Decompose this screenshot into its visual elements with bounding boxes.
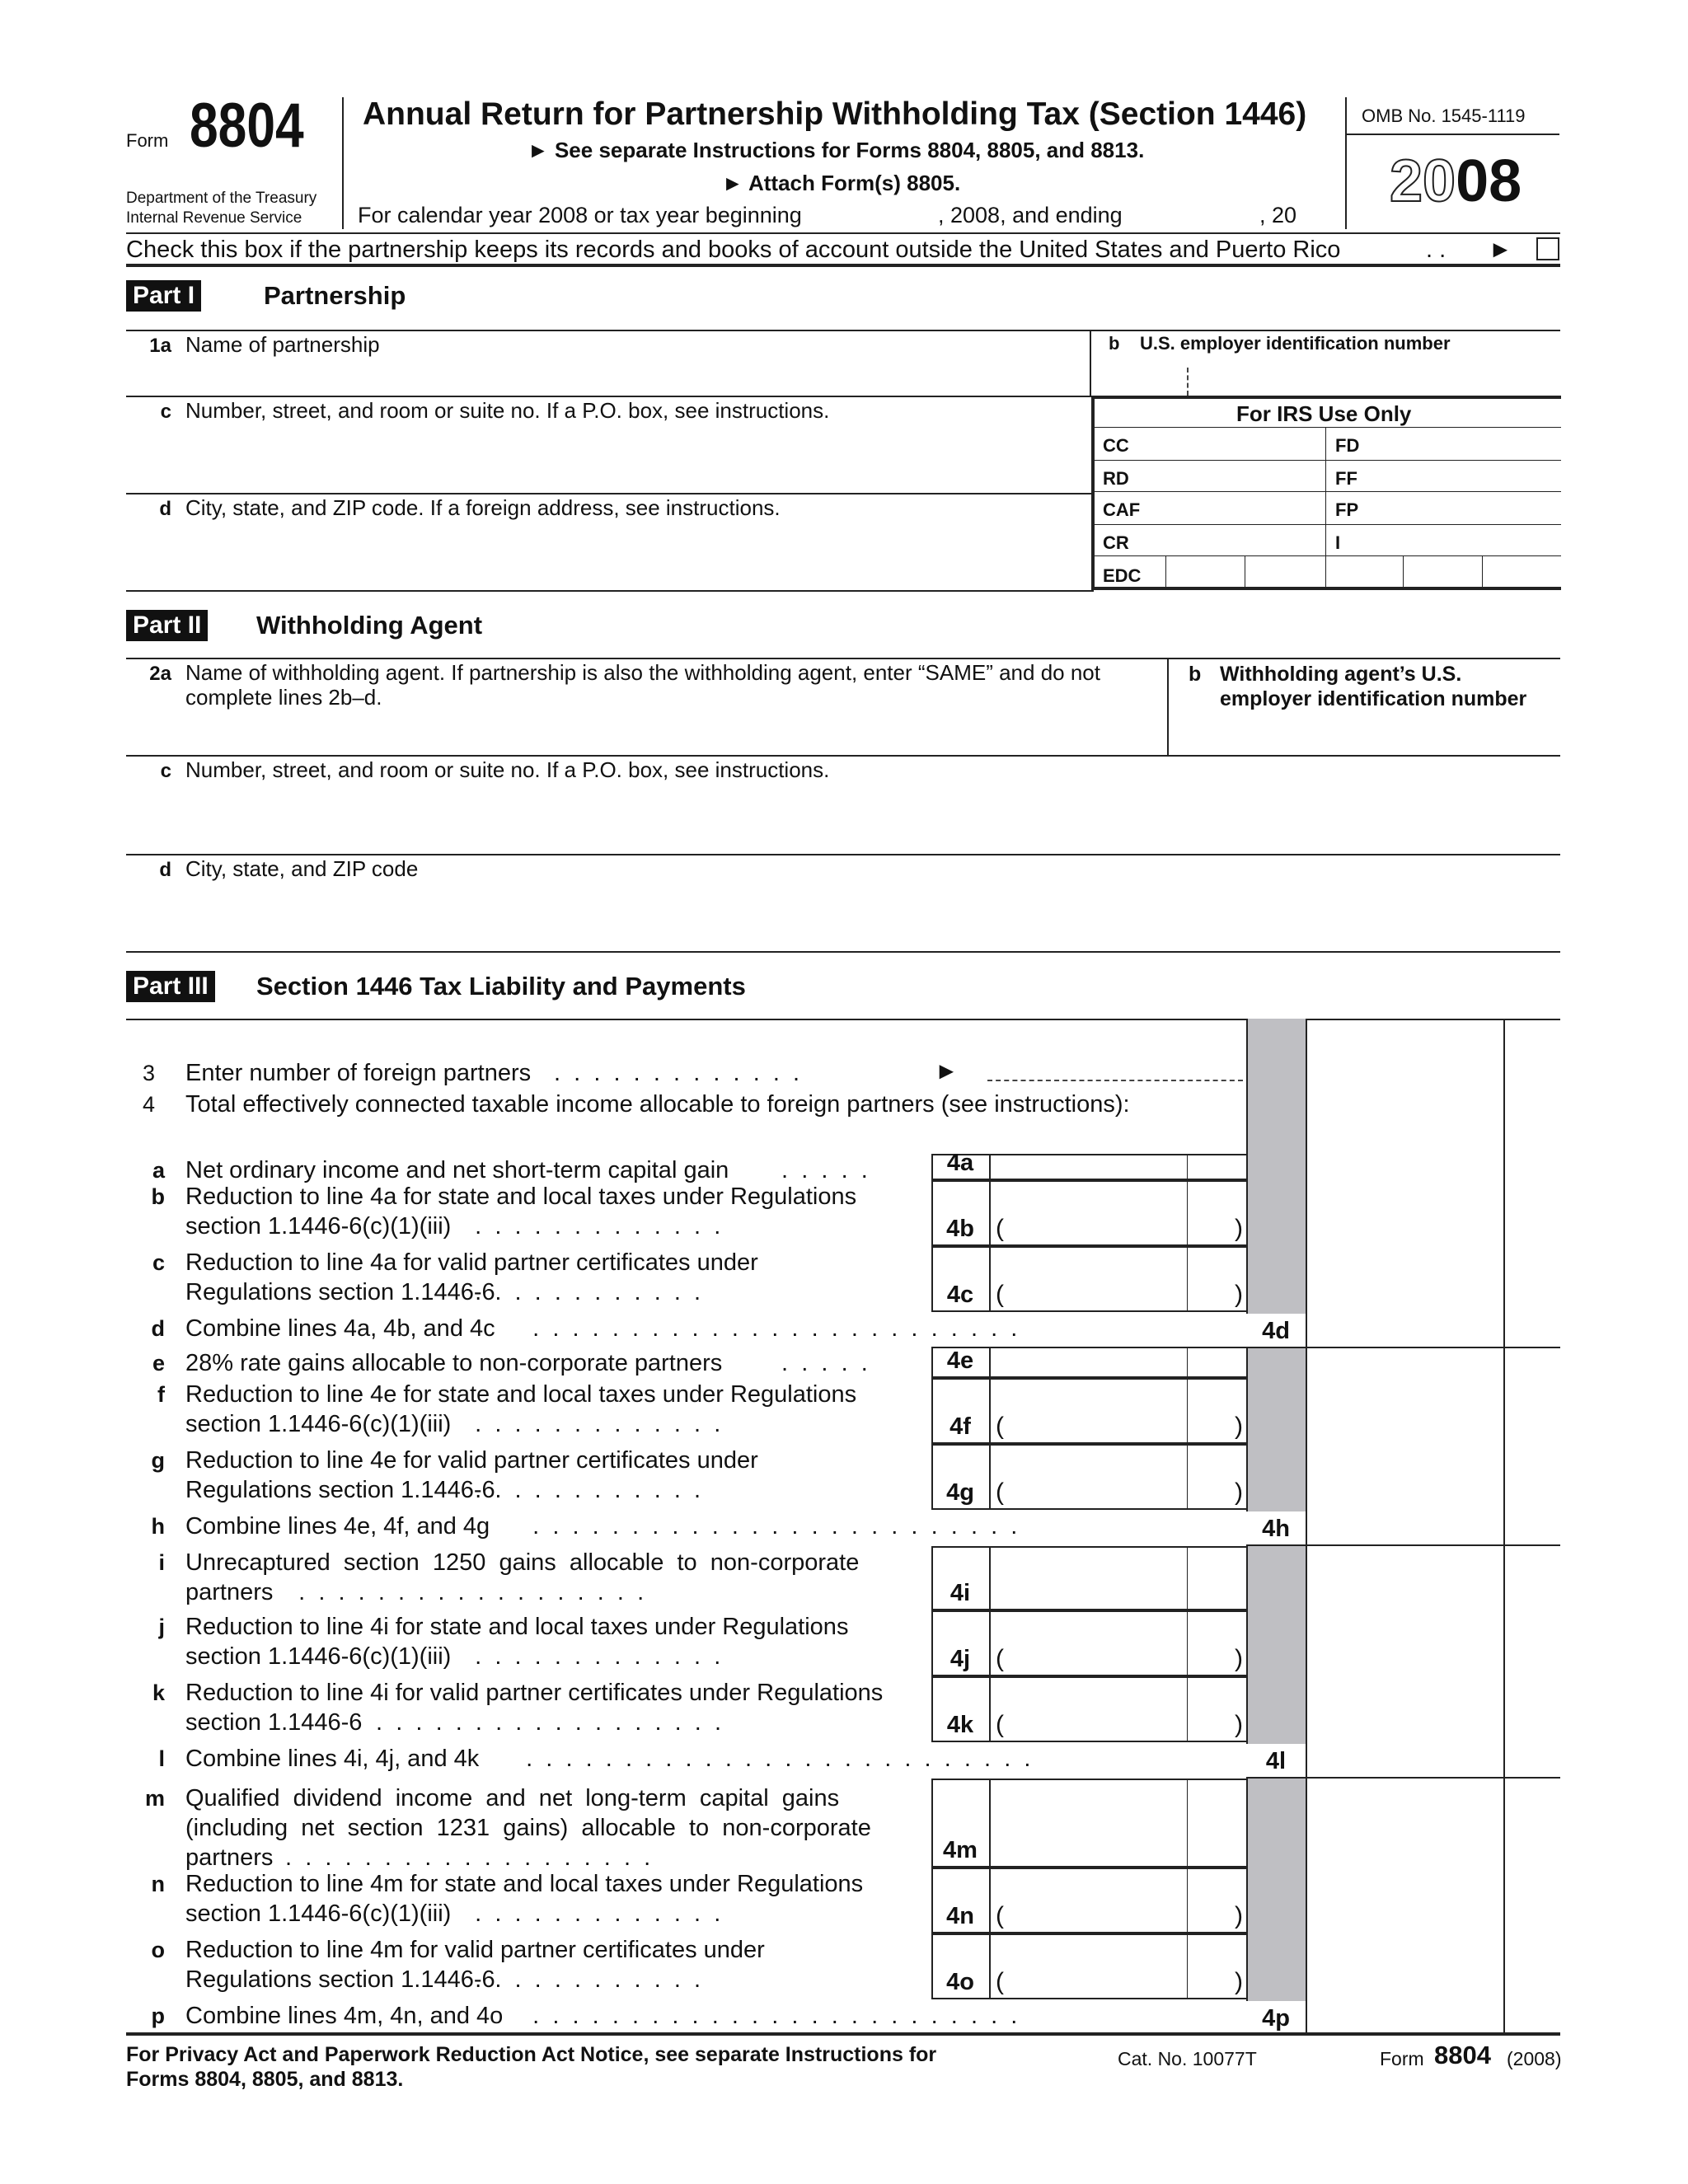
line-4g-box-divider	[989, 1444, 991, 1510]
calendar-year-text: For calendar year 2008 or tax year beginning	[358, 203, 802, 227]
line-4p-dots: . . . . . . . . . . . . . . . . . . . . . . . . .	[513, 2003, 1018, 2029]
line-1b-number: b	[1109, 333, 1120, 354]
irs-row-rule-5	[1095, 555, 1561, 556]
part3-top-rule	[126, 951, 1560, 953]
part3-header-rule	[126, 1019, 1560, 1020]
line-4i-letter: i	[158, 1550, 165, 1575]
line-4n-box-label: 4n	[946, 1903, 974, 1929]
line-4g-letter: g	[151, 1448, 165, 1473]
line-4a-amount-input[interactable]	[992, 1157, 1243, 1177]
line-4j-text: Reduction to line 4i for state and local taxes under Regulations	[185, 1614, 849, 1640]
line-4o-text-cont: Regulations section 1.1446-6	[185, 1966, 495, 1993]
form-label: Form	[126, 130, 169, 151]
line-4k-text-cont: section 1.1446-6	[185, 1709, 363, 1736]
line-4m-box-label: 4m	[943, 1837, 978, 1863]
part1-title: Partnership	[264, 281, 406, 310]
line-2b-label-cont: employer identification number	[1220, 687, 1527, 710]
instructions-note: ► See separate Instructions for Forms 8804, 8805, and 8813.	[528, 138, 1145, 162]
line-4n-letter: n	[151, 1872, 165, 1896]
omb-number: OMB No. 1545-1119	[1362, 105, 1526, 126]
line-3-label: Enter number of foreign partners	[185, 1060, 532, 1086]
line-4g-amount-input[interactable]	[992, 1447, 1243, 1507]
irs-i-label: I	[1335, 532, 1341, 553]
column-rule-amount	[1306, 1019, 1307, 2034]
line-1b-divider	[1090, 330, 1091, 396]
line-4f-open-paren: (	[996, 1413, 1004, 1440]
foreign-records-text: Check this box if the partnership keeps its records and books of account outside the United States and Puerto Rico	[126, 237, 1341, 263]
irs-label: Internal Revenue Service	[126, 209, 302, 227]
line-2d-number: d	[159, 859, 171, 881]
line-4h-letter: h	[151, 1514, 165, 1539]
line-4n-close-paren: )	[1235, 1902, 1243, 1929]
line-4d-box-label: 4d	[1262, 1318, 1290, 1344]
line-4n-amount-input[interactable]	[992, 1871, 1243, 1930]
line-4o-box-label: 4o	[946, 1969, 974, 1995]
line-4b-close-paren: )	[1235, 1215, 1243, 1242]
header-divider-left	[342, 97, 344, 229]
line-1c-number: c	[160, 401, 171, 423]
line-4m-dots: . . . . . . . . . . . . . . . . . . .	[279, 1844, 651, 1871]
line-2a-number: 2a	[149, 663, 171, 685]
line-4a-dots: . . . . .	[775, 1157, 868, 1183]
line-4f-letter: f	[157, 1382, 165, 1407]
tax-year-outline: 20	[1390, 148, 1456, 214]
line-4b-open-paren: (	[996, 1215, 1004, 1242]
line-4n-open-paren: (	[996, 1902, 1004, 1929]
line-4k-close-paren: )	[1235, 1711, 1243, 1738]
irs-edc-label: EDC	[1103, 565, 1142, 586]
part1-bottom-rule	[126, 590, 1094, 592]
line-4b-box-label: 4b	[946, 1216, 974, 1242]
line-4g-text-cont: Regulations section 1.1446-6	[185, 1477, 495, 1503]
irs-use-only-title: For IRS Use Only	[1236, 401, 1412, 426]
line-4i-box-label: 4i	[950, 1580, 971, 1606]
line-4e-text: 28% rate gains allocable to non-corporate partners	[185, 1350, 723, 1376]
line-4f-box-divider	[989, 1378, 991, 1444]
line-2b-number: b	[1189, 663, 1202, 686]
line-4d-dots: . . . . . . . . . . . . . . . . . . . . . . . . .	[513, 1315, 1018, 1342]
line-4m-box-divider	[989, 1779, 991, 1868]
line-4k-text: Reduction to line 4i for valid partner certificates under Regulations	[185, 1680, 884, 1706]
form-number: 8804	[190, 91, 304, 161]
line-4e-box-divider	[989, 1347, 991, 1378]
line-4f-text-cont: section 1.1446-6(c)(1)(iii)	[185, 1411, 452, 1437]
line-4g-dots-cont: . . . . . . . . . . . .	[455, 1477, 701, 1503]
header-divider-right	[1345, 97, 1347, 229]
line-4h-bottom-rule	[1246, 1544, 1560, 1546]
line-2a-label-cont: complete lines 2b–d.	[185, 685, 382, 710]
line-4j-amount-input[interactable]	[992, 1614, 1243, 1673]
line-4c-box-divider	[989, 1246, 991, 1312]
line-4b-text-cont: section 1.1446-6(c)(1)(iii)	[185, 1213, 452, 1240]
line-4k-box-label: 4k	[946, 1712, 974, 1738]
line-4a-letter: a	[152, 1158, 165, 1183]
line-4l-text: Combine lines 4i, 4j, and 4k	[185, 1746, 480, 1772]
withholding-agent-ein-input[interactable]	[1189, 714, 1551, 752]
part1-top-rule	[126, 264, 1560, 267]
tax-year-bold: 08	[1456, 148, 1522, 214]
line-4m-text-2: (including net section 1231 gains) allocable to non-corporate	[185, 1815, 871, 1841]
line-4j-close-paren: )	[1235, 1645, 1243, 1672]
line-4i-text: Unrecaptured section 1250 gains allocable to non-corporate	[185, 1549, 860, 1576]
part2-badge: Part II	[126, 610, 208, 641]
line-4c-amount-input[interactable]	[992, 1249, 1243, 1309]
footer-form-number: 8804	[1434, 2041, 1491, 2069]
irs-edc-rule-4	[1482, 555, 1483, 587]
calendar-year-end: , 20	[1259, 203, 1297, 227]
line-2c-label: Number, street, and room or suite no. If a P.O. box, see instructions.	[185, 757, 830, 782]
arrow-icon: ►	[1489, 237, 1512, 263]
line-4-number: 4	[142, 1092, 155, 1117]
line-4m-amount-input[interactable]	[992, 1782, 1243, 1864]
catalog-number: Cat. No. 10077T	[1118, 2048, 1257, 2069]
line-4a-box-divider	[989, 1154, 991, 1180]
part2-title: Withholding Agent	[256, 611, 483, 640]
irs-row-rule-1	[1095, 427, 1561, 428]
privacy-notice: For Privacy Act and Paperwork Reduction Act Notice, see separate Instructions for	[126, 2043, 937, 2066]
line-4i-dots-cont: . . . . . . . . . . . . . . . . . .	[279, 1579, 645, 1605]
line-4p-letter: p	[151, 2004, 165, 2028]
irs-edc-rule-3	[1403, 555, 1404, 587]
line-4n-dots-cont: . . . . . . . . . . . . .	[455, 1900, 721, 1927]
line-4i-box-divider	[989, 1546, 991, 1610]
part3-title: Section 1446 Tax Liability and Payments	[256, 972, 746, 1001]
irs-edc-rule-1	[1165, 555, 1166, 587]
partnership-name-input[interactable]	[185, 359, 1084, 392]
line-3-dots: . . . . . . . . . . . . .	[554, 1060, 800, 1086]
line-4h-dots: . . . . . . . . . . . . . . . . . . . . . . . . .	[513, 1513, 1018, 1540]
part3-badge: Part III	[126, 971, 215, 1002]
line-4o-text: Reduction to line 4m for valid partner certificates under	[185, 1937, 765, 1963]
irs-caf-label: CAF	[1103, 499, 1141, 520]
line-4b-amount-input[interactable]	[992, 1183, 1243, 1243]
footer-form-label: Form	[1380, 2048, 1424, 2069]
line-4c-open-paren: (	[996, 1281, 1004, 1308]
line-4a-text: Net ordinary income and net short-term capital gain	[185, 1157, 729, 1183]
line-4l-letter: l	[158, 1746, 165, 1771]
form-title: Annual Return for Partnership Withholding Tax (Section 1446)	[363, 96, 1307, 132]
line-4h-box-label: 4h	[1262, 1516, 1290, 1542]
line-4o-letter: o	[151, 1938, 165, 1962]
line-4m-letter: m	[144, 1786, 165, 1811]
line-4b-dots-cont: . . . . . . . . . . . . .	[455, 1213, 721, 1240]
line-1a-number: 1a	[149, 335, 171, 357]
privacy-notice-cont: Forms 8804, 8805, and 8813.	[126, 2068, 404, 2091]
line-4d-amount-input[interactable]	[1309, 1286, 1500, 1343]
department-label: Department of the Treasury	[126, 190, 317, 207]
line-4e-dots: . . . . .	[775, 1350, 868, 1376]
column-rule-cents	[1503, 1019, 1505, 2034]
line-4a-box-label: 4a	[946, 1150, 974, 1176]
line-4m-text-3: partners	[185, 1844, 274, 1871]
line-4n-box-divider	[989, 1868, 991, 1933]
withholding-agent-city-input[interactable]	[185, 887, 1554, 948]
footer-rule	[126, 2032, 1560, 2036]
line-4e-amount-input[interactable]	[992, 1350, 1243, 1375]
line-4l-bottom-rule	[1246, 1777, 1560, 1779]
foreign-partners-count-input[interactable]	[987, 1080, 1243, 1081]
line-4f-dots-cont: . . . . . . . . . . . . .	[455, 1411, 721, 1437]
line-4o-close-paren: )	[1235, 1968, 1243, 1995]
line-4o-box-divider	[989, 1933, 991, 1999]
withholding-agent-street-input[interactable]	[185, 788, 1554, 851]
line-4o-amount-input[interactable]	[992, 1937, 1243, 1996]
line-4f-box-label: 4f	[950, 1413, 971, 1440]
attach-note: ► Attach Form(s) 8805.	[722, 171, 961, 195]
line-4j-open-paren: (	[996, 1645, 1004, 1672]
line-2d-label: City, state, and ZIP code	[185, 856, 419, 881]
line-1a-label: Name of partnership	[185, 332, 380, 357]
line-4c-close-paren: )	[1235, 1281, 1243, 1308]
line-4n-text: Reduction to line 4m for state and local taxes under Regulations	[185, 1871, 864, 1897]
line-4h-text: Combine lines 4e, 4f, and 4g	[185, 1513, 490, 1540]
line-1b-label: U.S. employer identification number	[1140, 333, 1451, 354]
line-4e-letter: e	[152, 1351, 165, 1376]
line-4g-text: Reduction to line 4e for valid partner certificates under	[185, 1447, 758, 1474]
line-4b-box-divider	[989, 1180, 991, 1246]
line-4i-text-cont: partners	[185, 1579, 274, 1605]
line-4k-amount-input[interactable]	[992, 1680, 1243, 1739]
irs-fp-label: FP	[1335, 499, 1359, 520]
foreign-records-dots: . .	[1426, 237, 1447, 263]
line-4c-text-cont: Regulations section 1.1446-6	[185, 1279, 495, 1305]
line-1d-number: d	[159, 498, 171, 520]
line-2b-label: Withholding agent’s U.S.	[1220, 663, 1462, 686]
line-2c-number: c	[160, 760, 171, 782]
line-2b-divider	[1167, 658, 1169, 755]
partnership-city-input[interactable]	[185, 524, 1084, 587]
line-4l-dots: . . . . . . . . . . . . . . . . . . . . . . . . . .	[513, 1746, 1031, 1772]
line-4k-letter: k	[152, 1680, 165, 1705]
omb-divider	[1345, 134, 1559, 135]
line-4l-box-label: 4l	[1265, 1748, 1287, 1774]
line-4d-text: Combine lines 4a, 4b, and 4c	[185, 1315, 495, 1342]
line-4k-box-divider	[989, 1676, 991, 1742]
line-4j-text-cont: section 1.1446-6(c)(1)(iii)	[185, 1643, 452, 1670]
line-4j-box-divider	[989, 1610, 991, 1676]
line-4p-box-label: 4p	[1262, 2005, 1290, 2032]
line-4j-letter: j	[158, 1615, 165, 1639]
partnership-ein-input[interactable]	[1109, 361, 1554, 394]
line-4d-bottom-rule	[1246, 1347, 1560, 1348]
line-4e-box-label: 4e	[946, 1347, 974, 1374]
line-4j-dots-cont: . . . . . . . . . . . . .	[455, 1643, 721, 1670]
line-4c-text: Reduction to line 4a for valid partner certificates under	[185, 1249, 758, 1276]
line-4m-text-1: Qualified dividend income and net long-term capital gains	[185, 1785, 840, 1811]
line-4c-box-label: 4c	[946, 1282, 974, 1308]
header-bottom-rule	[126, 232, 1560, 234]
irs-ff-label: FF	[1335, 468, 1357, 489]
line-4f-close-paren: )	[1235, 1413, 1243, 1440]
line-4f-amount-input[interactable]	[992, 1381, 1243, 1441]
arrow-icon: ►	[935, 1058, 959, 1085]
irs-rd-label: RD	[1103, 468, 1129, 489]
line-4i-amount-input[interactable]	[992, 1549, 1243, 1607]
line-1c-label: Number, street, and room or suite no. If a P.O. box, see instructions.	[185, 398, 830, 423]
line-4o-dots-cont: . . . . . . . . . . . .	[455, 1966, 701, 1993]
part1-badge: Part I	[126, 280, 201, 312]
line-4c-dots-cont: . . . . . . . . . . . .	[455, 1279, 701, 1305]
tax-year	[1390, 148, 1522, 214]
line-4g-open-paren: (	[996, 1479, 1004, 1506]
line-4p-amount-input[interactable]	[1309, 1973, 1500, 2029]
line-2a-label: Name of withholding agent. If partnership is also the withholding agent, enter “SAME” and do not	[185, 660, 1100, 685]
line-4g-box-label: 4g	[946, 1479, 974, 1506]
irs-row-rule-2	[1095, 460, 1561, 461]
partnership-street-input[interactable]	[185, 427, 1084, 490]
irs-row-rule-4	[1095, 524, 1561, 525]
line-4l-amount-input[interactable]	[1309, 1716, 1500, 1774]
withholding-agent-name-input[interactable]	[185, 710, 1158, 752]
footer-form-year: (2008)	[1507, 2048, 1562, 2069]
irs-row-rule-3	[1095, 491, 1561, 492]
line-4c-letter: c	[152, 1250, 165, 1275]
line-1d-label: City, state, and ZIP code. If a foreign address, see instructions.	[185, 495, 781, 520]
line-4k-dots-cont: . . . . . . . . . . . . . . . . . .	[369, 1709, 722, 1736]
irs-cc-label: CC	[1103, 435, 1129, 456]
line-4f-text: Reduction to line 4e for state and local taxes under Regulations	[185, 1381, 857, 1408]
calendar-year-mid: , 2008, and ending	[938, 203, 1123, 227]
line-4-label: Total effectively connected taxable income allocable to foreign partners (see instructions):	[185, 1091, 1130, 1118]
line-3-number: 3	[142, 1061, 155, 1085]
irs-cr-label: CR	[1103, 532, 1129, 553]
irs-fd-label: FD	[1335, 435, 1360, 456]
line-4n-text-cont: section 1.1446-6(c)(1)(iii)	[185, 1900, 452, 1927]
line-4h-amount-input[interactable]	[1309, 1483, 1500, 1541]
line-4b-letter: b	[151, 1184, 165, 1209]
line-4p-text: Combine lines 4m, 4n, and 4o	[185, 2003, 504, 2029]
irs-col-rule	[1325, 427, 1326, 587]
line-4j-box-label: 4j	[950, 1646, 971, 1672]
line-4b-text: Reduction to line 4a for state and local taxes under Regulations	[185, 1183, 857, 1210]
line-4d-letter: d	[151, 1316, 165, 1341]
foreign-records-checkbox[interactable]	[1536, 237, 1559, 260]
line-4o-open-paren: (	[996, 1968, 1004, 1995]
line-4k-open-paren: (	[996, 1711, 1004, 1738]
line-4g-close-paren: )	[1235, 1479, 1243, 1506]
